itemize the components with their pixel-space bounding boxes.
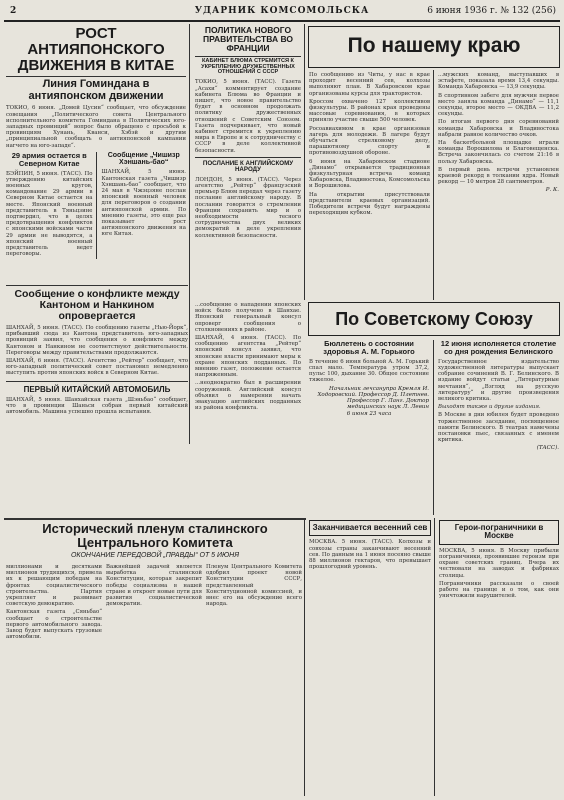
guards-section	[439, 520, 559, 795]
plenum-banner-box	[6, 522, 304, 562]
col2-section	[195, 26, 301, 298]
belinsky-headline: 12 июня исполняется столетие со дня рождения Белинского	[440, 340, 557, 356]
col4-section	[438, 72, 559, 298]
mid-article: ...сообщение о нападении японских войск было получено в Шанхае. Японский генеральный консул опроверг сообщения о столкновениях в районе.	[195, 302, 301, 333]
conflict-headline: Сообщение о конфликте между Кантоном и Нанкином опровергается	[14, 289, 180, 323]
ussr-banner-box	[308, 302, 560, 336]
col1-section	[6, 26, 186, 283]
issue-date: 6 июня 1936 г. № 132 (256)	[427, 6, 556, 16]
col4-item4: На баскетбольной площадке играли команды Ворошилова и Благовещенска. Встреча закончилась со счетом 21:16 в пользу Хабаровска.	[438, 140, 559, 165]
plenum-banner: Исторический пленум сталинского Центрального Комитета	[42, 522, 268, 550]
col4-item1: ...мужских команд, выступавших в эстафете, показала время 13,4 секунды. Команда Хабаровска — 13,9 секунды.	[438, 72, 559, 91]
sowing-article: МОСКВА. 5 июня. (ТАСС). Колхозы и совхозы страны заканчивают весенний сев. По данным на 1 июня посеяно свыше 88 миллионов гектаров, что превышает прошлогодний уровень.	[309, 539, 431, 571]
gorky-headline: Бюллетень о состоянии здоровья А. М. Горького	[323, 340, 415, 356]
col4-item2: В спортивном забеге для мужчин первое место заняла команда „Динамо“ — 11,1 секунды, второе место — ОКДВА — 11,2 секунды.	[438, 92, 559, 118]
col4-item3: По итогам первого дня соревнований команды Хабаровска и Владивостока набрали равное количество очков.	[438, 119, 559, 138]
belinsky-note: Выходят также и другие издания.	[438, 404, 541, 411]
gorky-bulletin	[309, 340, 429, 515]
conflict-article: ШАНХАЙ, 5 июня. (ТАСС). По сообщению газеты „Нью-Йорк“, прибывший сюда из Кантона представитель юго-западных провинций заявил, что сообщения о конфликте между Кантоном и Нанкином не соответствуют действительности. Переговоры между правительствами продолжаются.	[6, 325, 188, 356]
divider	[4, 518, 306, 520]
col1-article3: ШАНХАЙ, 5 июня. Кантонская газета „Чишизр Хэншань-бао“ сообщает, что 24 мая в Чжэцзяне послан японский военный человек для переговоров о создании антияпонской армии. По мнению газеты, это еще раз показывает рост антияпонского движения на юге Китая.	[101, 169, 186, 238]
column-rule	[189, 24, 190, 444]
col3-item2: Кроссом охвачено 127 коллективов физкультуры. В районах края проведены массовые соревнования, в которых приняло участие свыше 500 человек.	[309, 98, 430, 124]
sowing-section	[309, 520, 431, 795]
col2-article2: ЛОНДОН, 5 июня. (ТАСС). Через агентство „Рейтер“ французский премьер Блюм передал через газету послание английскому народу. В послании говорится о стремлении Франции сохранить мир и о необходимости тесного сотрудничества двух великих демократий в деле укрепления коллективной безопасности.	[195, 176, 301, 239]
mid-article2: ШАНХАЙ, 4 июня. (ТАСС). По сообщению агентства „Рейтер“ японский консул заявил, что японские власти принимают меры к охране японских подданных. По мнению газет, положение остается напряженным.	[195, 335, 301, 379]
mid-article3: ...неоднократно был в расширении сооружений. Английский консул объявил о намерении начать эвакуацию английских подданных из района конфликта.	[195, 380, 301, 412]
guards-headline: Герои-пограничники в Москве	[454, 523, 544, 541]
column-rule	[434, 518, 435, 796]
col1-sub3: Сообщение „Чишизр Хэншань-бао“	[107, 151, 180, 167]
plenum-col3	[206, 564, 302, 794]
belinsky-article: Государственное издательство художественной литературы выпускает собрание сочинений В. Г. Белинского. В издание войдут статьи „Литературные мечтания“, „Взгляд на русскую литературу“ и другие произведения великого критика.	[438, 358, 559, 402]
ussr-banner: По Советскому Союзу	[335, 309, 533, 329]
car-article: ШАНХАЙ, 5 июня. Шанхайская газета „Шэньбао“ сообщает, что в провинции Шаньси собран первый китайский автомобиль. Машина успешно прошла испытания.	[6, 397, 188, 416]
guards-article2: Пограничники рассказали о своей работе на границе и о том, как они уничтожили нарушителей.	[439, 580, 559, 600]
col2-subheadline: КАБИНЕТ БЛЮМА СТРЕМИТСЯ К УКРЕПЛЕНИЮ ДРУЖЕСТВЕННЫХ ОТНОШЕНИЙ С СССР	[201, 57, 295, 76]
region-banner-box	[308, 26, 560, 68]
column-rule	[433, 70, 434, 300]
page-number: 2	[10, 6, 17, 16]
plenum-subtitle: ОКОНЧАНИЕ ПЕРЕДОВОЙ „ПРАВДЫ“ ОТ 5 ИЮНЯ	[70, 552, 240, 560]
divider	[6, 76, 186, 77]
col3-section	[309, 72, 430, 298]
plenum-text1: миллионами и десятками миллионов трудящихся, привела их к решающим победам на фронтах социалистического строительства. Партия укрепляет и развивает советскую демократию.	[6, 564, 102, 608]
guards-article: МОСКВА, 5 июня. В Москву прибыли пограничники, проявившие героизм при охране советских границ. Вчера их чествовали на заводах и фабриках столицы.	[439, 547, 559, 579]
col2-headline: ПОЛИТИКА НОВОГО ПРАВИТЕЛЬСТВА ВО ФРАНЦИИ	[202, 26, 293, 53]
mid-text-section	[195, 302, 301, 512]
col2-sub2: ПОСЛАНИЕ К АНГЛИЙСКОМУ НАРОДУ	[202, 159, 294, 174]
plenum-col2	[106, 564, 202, 794]
belinsky-source: (ТАСС).	[536, 445, 559, 452]
region-banner: По нашему краю	[347, 34, 521, 57]
col4-signature: Р. К.	[545, 187, 559, 194]
masthead-title: УДАРНИК КОМСОМОЛЬСКА	[194, 6, 370, 16]
col1-sub2: 29 армия остается в Северном Китае	[11, 150, 87, 168]
col3-item5: На открытии присутствовали представители краевых организаций. Победители встречи будут награждены переходящим кубком.	[309, 191, 430, 217]
conflict-section	[6, 289, 188, 517]
sowing-headline: Заканчивается весенний сев	[312, 523, 428, 532]
gorky-signature: Начальник лечсанупра Кремля И. Ходоровский. Профессор Д. Плетнев. Профессор Г. Ланг. Доктор медицинских наук Л. Левин	[317, 385, 429, 411]
masthead-bar	[4, 3, 560, 22]
plenum-text-extra: Кантонская газета „Сяньбао“ сообщает о строительстве первого автомобильного завода. Завод будет выпускать грузовые автомобили.	[6, 609, 102, 641]
gorky-date: 6 июня 23 часа	[346, 410, 392, 417]
col2-article: ТОКИО, 5 июня. (ТАСС). Газета „Асахи“ комментирует создание кабинета Блюма во Франции и пишет, что новое правительство будет в основном продолжать политику дружественных отношений с Советским Союзом. Газета подчеркивает, что новый кабинет стремится к укреплению мира в Европе и к сотрудничеству с СССР в деле коллективной безопасности.	[195, 79, 301, 154]
column-rule	[304, 24, 305, 300]
plenum-col1	[6, 564, 102, 794]
col1-subheadline: Линия Гоминдана в антияпонском движении	[28, 78, 164, 102]
col3-item1: По сообщению из Читы, у нас в крае проходит весенний сев, колхозы выполняют план. В Хабаровском крае организованы курсы для трактористов.	[309, 72, 430, 97]
plenum-text3: Пленум Центрального Комитета одобрил проект новой Конституции СССР, представленный Конституционной комиссией, и внес его на обсуждение всего народа.	[206, 564, 302, 608]
col1-article: ТОКИО, 6 июня. „Домей Цусин“ сообщает, что обсуждение совещания „Политического совета Центрального исполнительного комитета Гоминдана в Политических юго-западных провинций“ вопрос было обращено с просьбой к провинциям Хунань, Кванси, Хэбэй и другим „принципиальной сообщать о антияпонской кампании нагчето на юго-западе“.	[6, 105, 186, 149]
conflict-article2: ШАНХАЙ, 6 июня. (ТАСС). Агентство „Рейтер“ сообщает, что юго-западный политический совет постановил немедленно выступить против японских войск в Северном Китае.	[6, 358, 188, 377]
gorky-article: В течение 6 июня больной А. М. Горький спал мало. Температура утром 37,2, пульс 100, дыхание 30. Общее состояние тяжелое.	[309, 358, 429, 384]
column-rule	[304, 518, 305, 796]
divider	[6, 285, 188, 286]
plenum-text2: Важнейшей задачей является выработка сталинской Конституции, которая закрепит победы социализма в нашей стране и откроет новые пути для развития социалистической демократии.	[106, 564, 202, 608]
col1-article2: БЭЙПИН, 5 июня. (ТАСС). По утверждению китайских военных кругов, командование 29 армии в Северном Китае остается на месте. Японский военный представитель в Тяньцзине подтвердил, что в целях предотвращения конфликтов с японскими войсками части 29 армии не выводятся, а японский военный представитель ведет переговоры.	[6, 170, 93, 258]
col3-item3: Росоавиахимом в крае организован лагерь для молодежи. В лагере будут обучаться стрелковому делу, парашютному спорту и противовоздушной обороне.	[309, 125, 430, 157]
col1-headline: РОСТ АНТИЯПОНСКОГО ДВИЖЕНИЯ В КИТАЕ	[17, 26, 175, 74]
belinsky-article2: В Москве в дни юбилея будет проведено торжественное заседание, посвященное памяти Белинского. В театрах намечены постановки пьес, связанных с именем критика.	[438, 412, 559, 444]
col4-item5: В первый день встречи установлен краевой рекорд в толкании ядра. Новый рекорд — 10 метров 28 сантиметров.	[438, 166, 559, 186]
column-rule	[433, 340, 434, 515]
col3-item4: 6 июня на Хабаровском стадионе „Динамо“ открывается традиционная физкультурная встреча команд Хабаровска, Владивостока, Комсомольска и Ворошилова.	[309, 158, 430, 190]
belinsky-section	[438, 340, 559, 515]
car-headline: ПЕРВЫЙ КИТАЙСКИЙ АВТОМОБИЛЬ	[23, 384, 171, 394]
